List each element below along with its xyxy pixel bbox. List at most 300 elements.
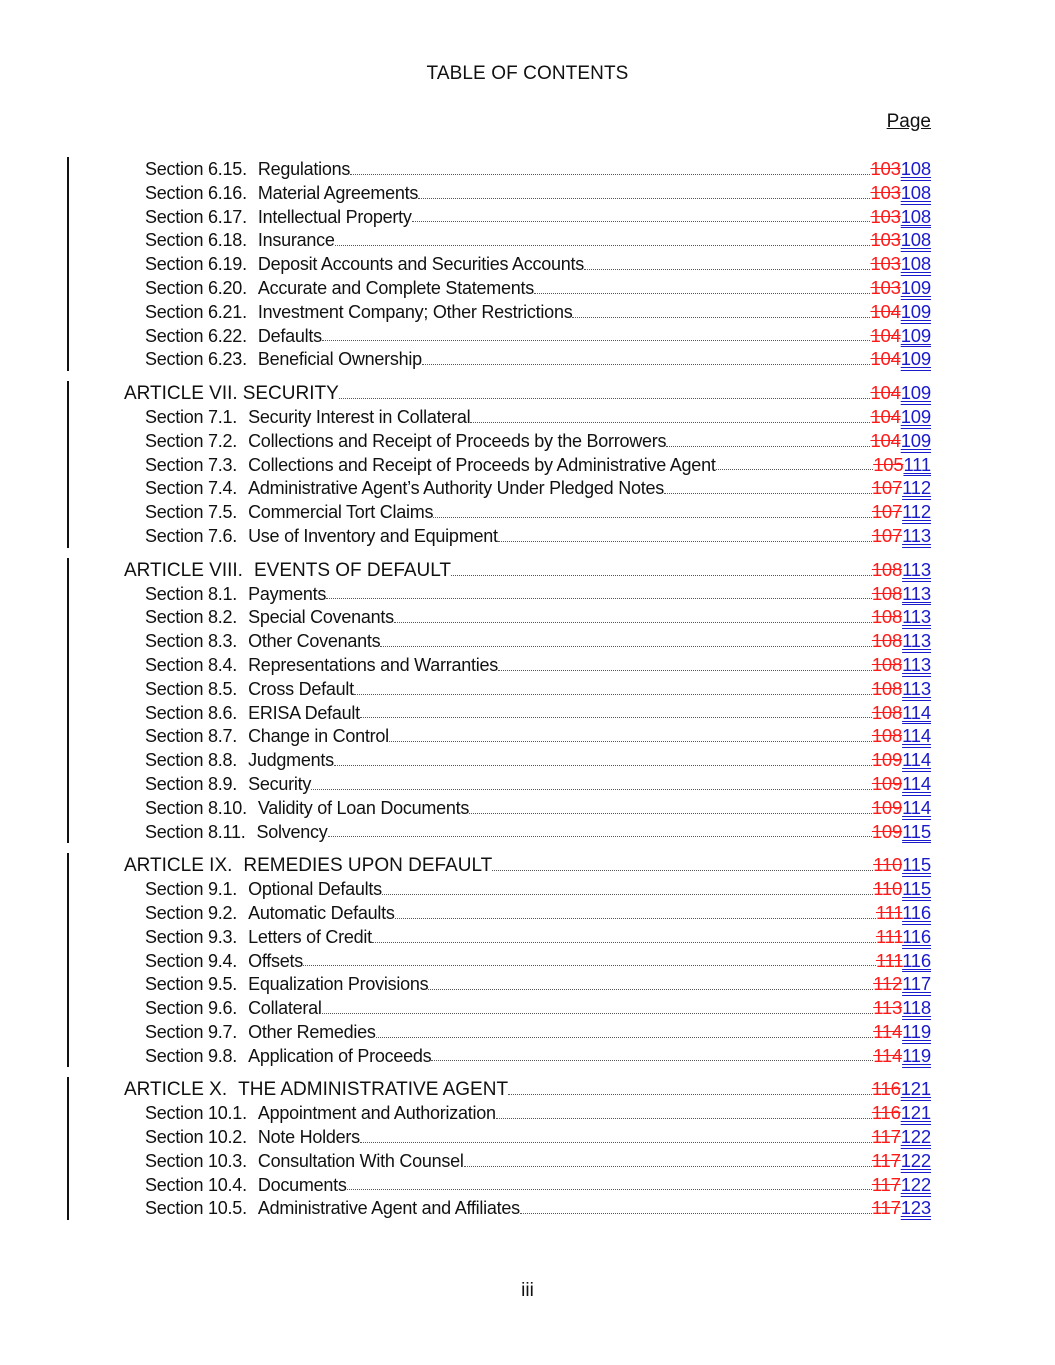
entry-number: Section 6.18.	[145, 230, 247, 251]
inserted-page-number[interactable]: 113	[902, 677, 931, 699]
page-reference[interactable]	[872, 724, 931, 748]
entry-title: Regulations	[257, 159, 351, 179]
entry-title: Judgments	[248, 750, 334, 771]
dot-leader	[496, 1118, 872, 1119]
entry-number: Section 7.4.	[145, 478, 238, 499]
deleted-page-number: 104	[870, 405, 901, 427]
inserted-page-number[interactable]: 112	[902, 501, 931, 523]
inserted-page-number[interactable]: 119	[902, 1020, 931, 1042]
entry-number: Section 8.4.	[145, 654, 238, 675]
toc-group	[0, 853, 1055, 1067]
dot-leader	[372, 942, 876, 943]
deleted-page-number: 108	[871, 653, 903, 675]
dot-leader	[335, 245, 871, 246]
deleted-page-number: 117	[871, 1197, 901, 1219]
entry-title: Letters of Credit	[248, 926, 372, 947]
page-reference[interactable]	[872, 558, 931, 582]
inserted-page-number[interactable]: 109	[900, 348, 931, 370]
dot-leader	[451, 575, 872, 576]
entry-number: Section 6.19.	[145, 254, 247, 275]
deleted-page-number: 108	[871, 582, 903, 604]
toc-section-entry[interactable]	[0, 324, 931, 348]
entry-number: Section 6.23.	[145, 349, 247, 370]
toc-section-entry[interactable]	[0, 1020, 931, 1044]
toc-section-entry[interactable]	[0, 748, 931, 772]
entry-title: Appointment and Authorization	[257, 1103, 496, 1124]
entry-number: Section 6.17.	[145, 206, 247, 227]
dot-leader	[394, 622, 872, 623]
inserted-page-number[interactable]: 113	[902, 630, 931, 652]
page-reference[interactable]	[872, 796, 931, 820]
page-reference[interactable]	[876, 901, 931, 925]
entry-title: Change in Control	[248, 726, 389, 747]
toc-section-entry[interactable]	[0, 677, 931, 701]
dot-leader	[326, 598, 872, 599]
entry-title: Offsets	[248, 950, 304, 971]
deleted-page-number: 104	[870, 382, 901, 404]
page-reference[interactable]	[872, 476, 931, 500]
entry-number: Section 7.1.	[145, 406, 238, 427]
inserted-page-number[interactable]: 114	[902, 725, 931, 747]
page-reference[interactable]	[872, 1077, 931, 1101]
entry-title: Administrative Agent and Affiliates	[257, 1198, 520, 1219]
entry-number: Section 7.5.	[145, 502, 238, 523]
inserted-page-number[interactable]: 109	[900, 300, 931, 322]
inserted-page-number[interactable]: 116	[902, 925, 931, 947]
page-reference[interactable]	[873, 853, 931, 877]
toc-section-entry[interactable]	[0, 453, 931, 477]
entry-number: Section 8.10.	[145, 797, 247, 818]
deleted-page-number: 110	[873, 878, 903, 900]
toc-section-entry[interactable]	[0, 500, 931, 524]
inserted-page-number[interactable]: 108	[900, 253, 931, 275]
toc-group	[0, 157, 1055, 371]
inserted-page-number[interactable]: 122	[900, 1149, 931, 1171]
entry-number: Section 9.6.	[145, 998, 238, 1019]
toc-section-entry[interactable]	[0, 996, 931, 1020]
deleted-page-number: 109	[871, 796, 903, 818]
dot-leader	[322, 1013, 874, 1014]
toc-section-entry[interactable]	[0, 949, 931, 973]
dot-leader	[303, 965, 876, 966]
dot-leader	[464, 1166, 872, 1167]
inserted-page-number[interactable]: 115	[902, 820, 931, 842]
entry-title: Payments	[248, 583, 327, 604]
entry-number: Section 9.8.	[145, 1045, 238, 1066]
dot-leader	[360, 1142, 872, 1143]
entry-number: Section 9.2.	[145, 902, 238, 923]
dot-leader	[664, 493, 872, 494]
deleted-page-number: 107	[871, 477, 903, 499]
dot-leader	[422, 364, 871, 365]
entry-title: Equalization Provisions	[248, 974, 429, 995]
entry-title: Accurate and Complete Statements	[257, 277, 534, 298]
toc-section-entry[interactable]	[0, 300, 931, 324]
entry-number: Section 7.6.	[145, 525, 238, 546]
inserted-page-number[interactable]: 121	[900, 1102, 931, 1124]
entry-title: EVENTS OF DEFAULT	[253, 559, 452, 581]
entry-title: Special Covenants	[248, 607, 394, 628]
entry-title: Other Covenants	[248, 631, 381, 652]
entry-title: Material Agreements	[257, 182, 419, 203]
dot-leader	[716, 469, 874, 470]
page-reference[interactable]	[870, 181, 931, 205]
deleted-page-number: 104	[870, 429, 901, 451]
dot-leader	[339, 398, 871, 399]
page-reference[interactable]	[872, 1101, 931, 1125]
deleted-page-number: 107	[871, 524, 903, 546]
toc-section-entry[interactable]	[0, 205, 931, 229]
entry-title: Beneficial Ownership	[257, 349, 422, 370]
toc-section-entry[interactable]	[0, 820, 931, 844]
toc-section-entry[interactable]	[0, 972, 931, 996]
inserted-page-number[interactable]: 109	[900, 429, 931, 451]
dot-leader	[428, 989, 873, 990]
entry-number: Section 6.21.	[145, 301, 247, 322]
deleted-page-number: 104	[870, 324, 901, 346]
toc-section-entry[interactable]	[0, 653, 931, 677]
entry-title: Note Holders	[257, 1127, 360, 1148]
toc-section-entry[interactable]	[0, 605, 931, 629]
entry-title: Collections and Receipt of Proceeds by Administrative Agent	[248, 454, 716, 475]
entry-title: Documents	[257, 1174, 347, 1195]
page-reference[interactable]	[872, 653, 931, 677]
entry-number: Section 8.9.	[145, 773, 238, 794]
toc-group	[0, 558, 1055, 844]
page-reference[interactable]	[872, 500, 931, 524]
dot-leader	[572, 317, 870, 318]
entry-title: Security	[248, 773, 312, 794]
inserted-page-number[interactable]: 115	[902, 854, 931, 876]
deleted-page-number: 116	[871, 1078, 901, 1100]
inserted-page-number[interactable]: 108	[900, 205, 931, 227]
inserted-page-number[interactable]: 116	[902, 901, 931, 923]
toc-section-entry[interactable]	[0, 796, 931, 820]
page-column-header: Page	[886, 111, 931, 132]
page-reference[interactable]	[876, 949, 931, 973]
inserted-page-number[interactable]: 108	[900, 181, 931, 203]
toc-section-entry[interactable]	[0, 476, 931, 500]
inserted-page-number[interactable]: 113	[902, 606, 931, 628]
entry-number: ARTICLE VIII.	[124, 559, 243, 581]
entry-number: ARTICLE VII.	[124, 383, 238, 405]
inserted-page-number[interactable]: 113	[902, 653, 931, 675]
deleted-page-number: 113	[873, 997, 903, 1019]
deleted-page-number: 103	[870, 229, 901, 251]
toc-section-entry[interactable]	[0, 582, 931, 606]
dot-leader	[382, 894, 873, 895]
inserted-page-number[interactable]: 109	[900, 405, 931, 427]
page-reference[interactable]	[870, 276, 931, 300]
deleted-page-number: 108	[871, 606, 903, 628]
deleted-page-number: 109	[871, 772, 903, 794]
dot-leader	[380, 646, 871, 647]
page-reference[interactable]	[876, 925, 931, 949]
deleted-page-number: 116	[871, 1102, 901, 1124]
entry-title: Insurance	[257, 230, 335, 251]
toc-group	[0, 381, 1055, 548]
page-reference[interactable]	[872, 1149, 931, 1173]
entry-title: SECURITY	[242, 383, 339, 405]
page-reference[interactable]	[873, 996, 931, 1020]
deleted-page-number: 108	[871, 558, 903, 580]
entry-number: Section 6.15.	[145, 159, 247, 179]
entry-title: Automatic Defaults	[248, 902, 395, 923]
page-reference[interactable]	[872, 629, 931, 653]
toc-section-entry[interactable]	[0, 1125, 931, 1149]
page-reference[interactable]	[870, 405, 931, 429]
deleted-page-number: 103	[870, 181, 901, 203]
entry-title: Commercial Tort Claims	[248, 502, 434, 523]
entry-title: Other Remedies	[248, 1021, 376, 1042]
entry-title: Defaults	[257, 325, 322, 346]
entry-number: Section 10.5.	[145, 1198, 247, 1219]
dot-leader	[498, 541, 872, 542]
page-reference[interactable]	[872, 1196, 931, 1220]
entry-number: Section 7.2.	[145, 430, 238, 451]
entry-title: ERISA Default	[248, 702, 360, 723]
page-reference[interactable]	[872, 772, 931, 796]
entry-title: REMEDIES UPON DEFAULT	[243, 855, 493, 877]
entry-number: Section 8.2.	[145, 607, 238, 628]
entry-title: Deposit Accounts and Securities Accounts	[257, 254, 585, 275]
toc-section-entry[interactable]	[0, 524, 931, 548]
entry-title: Validity of Loan Documents	[257, 797, 470, 818]
toc-section-entry[interactable]	[0, 276, 931, 300]
toc-group	[0, 1077, 1055, 1220]
dot-leader	[360, 717, 872, 718]
toc-section-entry[interactable]	[0, 1044, 931, 1068]
inserted-page-number[interactable]: 117	[902, 973, 931, 995]
page-reference[interactable]	[872, 605, 931, 629]
page-reference[interactable]	[872, 677, 931, 701]
page-reference[interactable]	[873, 453, 931, 477]
page-reference[interactable]	[870, 157, 931, 181]
page-reference[interactable]	[870, 429, 931, 453]
inserted-page-number[interactable]: 115	[902, 878, 931, 900]
dot-leader	[395, 918, 876, 919]
inserted-page-number[interactable]: 112	[902, 477, 931, 499]
inserted-page-number[interactable]: 109	[900, 324, 931, 346]
page-reference[interactable]	[873, 1044, 931, 1068]
deleted-page-number: 109	[871, 820, 903, 842]
page-reference[interactable]	[872, 582, 931, 606]
entry-number: Section 9.1.	[145, 879, 238, 900]
toc-section-entry[interactable]	[0, 701, 931, 725]
entry-number: Section 8.3.	[145, 631, 238, 652]
dot-leader	[498, 670, 872, 671]
dot-leader	[470, 422, 870, 423]
page-reference[interactable]	[872, 820, 931, 844]
inserted-page-number[interactable]: 121	[900, 1078, 931, 1100]
dot-leader	[431, 1060, 873, 1061]
deleted-page-number: 103	[870, 276, 901, 298]
entry-number: Section 8.8.	[145, 750, 238, 771]
deleted-page-number: 117	[871, 1126, 901, 1148]
toc-title: TABLE OF CONTENTS	[426, 63, 629, 84]
page-reference[interactable]	[873, 1020, 931, 1044]
deleted-page-number: 117	[871, 1149, 901, 1171]
deleted-page-number: 103	[870, 253, 901, 275]
page-reference[interactable]	[872, 748, 931, 772]
toc-section-entry[interactable]	[0, 181, 931, 205]
toc-section-entry[interactable]	[0, 228, 931, 252]
dot-leader	[520, 1213, 872, 1214]
dot-leader	[376, 1037, 874, 1038]
page-reference[interactable]	[872, 701, 931, 725]
page-reference[interactable]	[870, 205, 931, 229]
entry-title: Representations and Warranties	[248, 654, 499, 675]
toc-section-entry[interactable]	[0, 1173, 931, 1197]
entry-title: THE ADMINISTRATIVE AGENT	[238, 1079, 509, 1101]
toc-section-entry[interactable]	[0, 1149, 931, 1173]
entry-number: Section 8.1.	[145, 583, 238, 604]
dot-leader	[508, 1094, 872, 1095]
dot-leader	[433, 517, 872, 518]
entry-number: Section 6.20.	[145, 277, 247, 298]
entry-number: ARTICLE IX.	[124, 855, 233, 877]
entry-number: Section 6.16.	[145, 182, 247, 203]
dot-leader	[322, 340, 871, 341]
deleted-page-number: 105	[873, 453, 904, 475]
inserted-page-number[interactable]: 114	[902, 701, 931, 723]
dot-leader	[469, 813, 872, 814]
toc-section-entry[interactable]	[0, 1101, 931, 1125]
page-reference[interactable]	[873, 972, 931, 996]
dot-leader	[412, 221, 871, 222]
dot-leader	[350, 174, 870, 175]
page-reference[interactable]	[872, 1173, 931, 1197]
entry-number: Section 9.7.	[145, 1021, 238, 1042]
entry-title: Administrative Agent’s Authority Under Pledged Notes	[248, 478, 664, 499]
toc-section-entry[interactable]	[0, 429, 931, 453]
inserted-page-number[interactable]: 108	[900, 229, 931, 251]
toc-section-entry[interactable]	[0, 901, 931, 925]
dot-leader	[584, 269, 870, 270]
toc-section-entry[interactable]	[0, 1196, 931, 1220]
deleted-page-number: 111	[875, 925, 903, 947]
inserted-page-number[interactable]: 118	[902, 997, 931, 1019]
deleted-page-number: 108	[871, 701, 903, 723]
inserted-page-number[interactable]: 119	[902, 1044, 931, 1066]
page-reference[interactable]	[870, 347, 931, 371]
toc-section-entry[interactable]	[0, 347, 931, 371]
page-reference[interactable]	[870, 300, 931, 324]
entry-number: Section 10.1.	[145, 1103, 247, 1124]
entry-title: Application of Proceeds	[248, 1045, 432, 1066]
toc-section-entry[interactable]	[0, 405, 931, 429]
deleted-page-number: 103	[870, 158, 901, 179]
dot-leader	[347, 1189, 872, 1190]
toc-section-entry[interactable]	[0, 629, 931, 653]
toc-article-entry[interactable]	[0, 381, 931, 405]
inserted-page-number[interactable]: 114	[902, 772, 931, 794]
deleted-page-number: 114	[873, 1020, 903, 1042]
inserted-page-number[interactable]: 113	[902, 558, 931, 580]
dot-leader	[666, 446, 870, 447]
inserted-page-number[interactable]: 109	[900, 382, 931, 404]
deleted-page-number: 117	[871, 1173, 901, 1195]
toc-article-entry[interactable]	[0, 558, 931, 582]
dot-leader	[418, 198, 870, 199]
entry-number: Section 8.7.	[145, 726, 238, 747]
inserted-page-number[interactable]: 114	[902, 749, 931, 771]
deleted-page-number: 111	[875, 901, 903, 923]
toc-list	[0, 157, 1055, 1230]
inserted-page-number[interactable]: 111	[903, 453, 931, 475]
toc-section-entry[interactable]	[0, 925, 931, 949]
dot-leader	[354, 694, 872, 695]
dot-leader	[492, 870, 873, 871]
inserted-page-number[interactable]: 113	[902, 524, 931, 546]
inserted-page-number[interactable]: 109	[900, 276, 931, 298]
entry-number: Section 7.3.	[145, 454, 238, 475]
entry-title: Collections and Receipt of Proceeds by the Borrowers	[248, 430, 667, 451]
entry-number: ARTICLE X.	[124, 1079, 228, 1101]
deleted-page-number: 109	[871, 749, 903, 771]
inserted-page-number[interactable]: 122	[900, 1173, 931, 1195]
inserted-page-number[interactable]: 123	[900, 1197, 931, 1219]
entry-title: Use of Inventory and Equipment	[248, 525, 498, 546]
toc-article-entry[interactable]	[0, 1077, 931, 1101]
entry-number: Section 9.5.	[145, 974, 238, 995]
entry-title: Collateral	[248, 998, 322, 1019]
dot-leader	[534, 293, 870, 294]
page-reference[interactable]	[870, 324, 931, 348]
dot-leader	[311, 789, 872, 790]
entry-title: Security Interest in Collateral	[248, 406, 471, 427]
page-reference[interactable]	[870, 252, 931, 276]
entry-number: Section 8.11.	[145, 821, 246, 842]
toc-section-entry[interactable]	[0, 724, 931, 748]
page-reference[interactable]	[870, 228, 931, 252]
inserted-page-number[interactable]: 114	[902, 796, 931, 818]
entry-number: Section 10.2.	[145, 1127, 247, 1148]
entry-number: Section 10.4.	[145, 1174, 247, 1195]
deleted-page-number: 104	[870, 348, 901, 370]
toc-article-entry[interactable]	[0, 853, 931, 877]
entry-number: Section 6.22.	[145, 325, 247, 346]
inserted-page-number[interactable]: 116	[902, 949, 931, 971]
entry-title: Investment Company; Other Restrictions	[257, 301, 573, 322]
page-reference[interactable]	[872, 524, 931, 548]
dot-leader	[328, 836, 872, 837]
deleted-page-number: 108	[871, 677, 903, 699]
inserted-page-number[interactable]: 113	[902, 582, 931, 604]
deleted-page-number: 103	[870, 205, 901, 227]
entry-number: Section 9.3.	[145, 926, 238, 947]
page-reference[interactable]	[873, 877, 931, 901]
toc-section-entry[interactable]	[0, 252, 931, 276]
entry-title: Intellectual Property	[257, 206, 412, 227]
page-reference[interactable]	[870, 381, 931, 405]
inserted-page-number[interactable]: 108	[900, 158, 931, 179]
toc-section-entry[interactable]	[0, 157, 931, 181]
toc-section-entry[interactable]	[0, 877, 931, 901]
page-reference[interactable]	[872, 1125, 931, 1149]
entry-number: Section 9.4.	[145, 950, 238, 971]
dot-leader	[334, 765, 872, 766]
deleted-page-number: 108	[871, 630, 903, 652]
deleted-page-number: 114	[873, 1044, 903, 1066]
deleted-page-number: 112	[873, 973, 903, 995]
deleted-page-number: 111	[875, 949, 903, 971]
entry-number: Section 10.3.	[145, 1150, 247, 1171]
entry-title: Consultation With Counsel	[257, 1150, 464, 1171]
toc-section-entry[interactable]	[0, 772, 931, 796]
inserted-page-number[interactable]: 122	[900, 1126, 931, 1148]
deleted-page-number: 107	[871, 501, 903, 523]
